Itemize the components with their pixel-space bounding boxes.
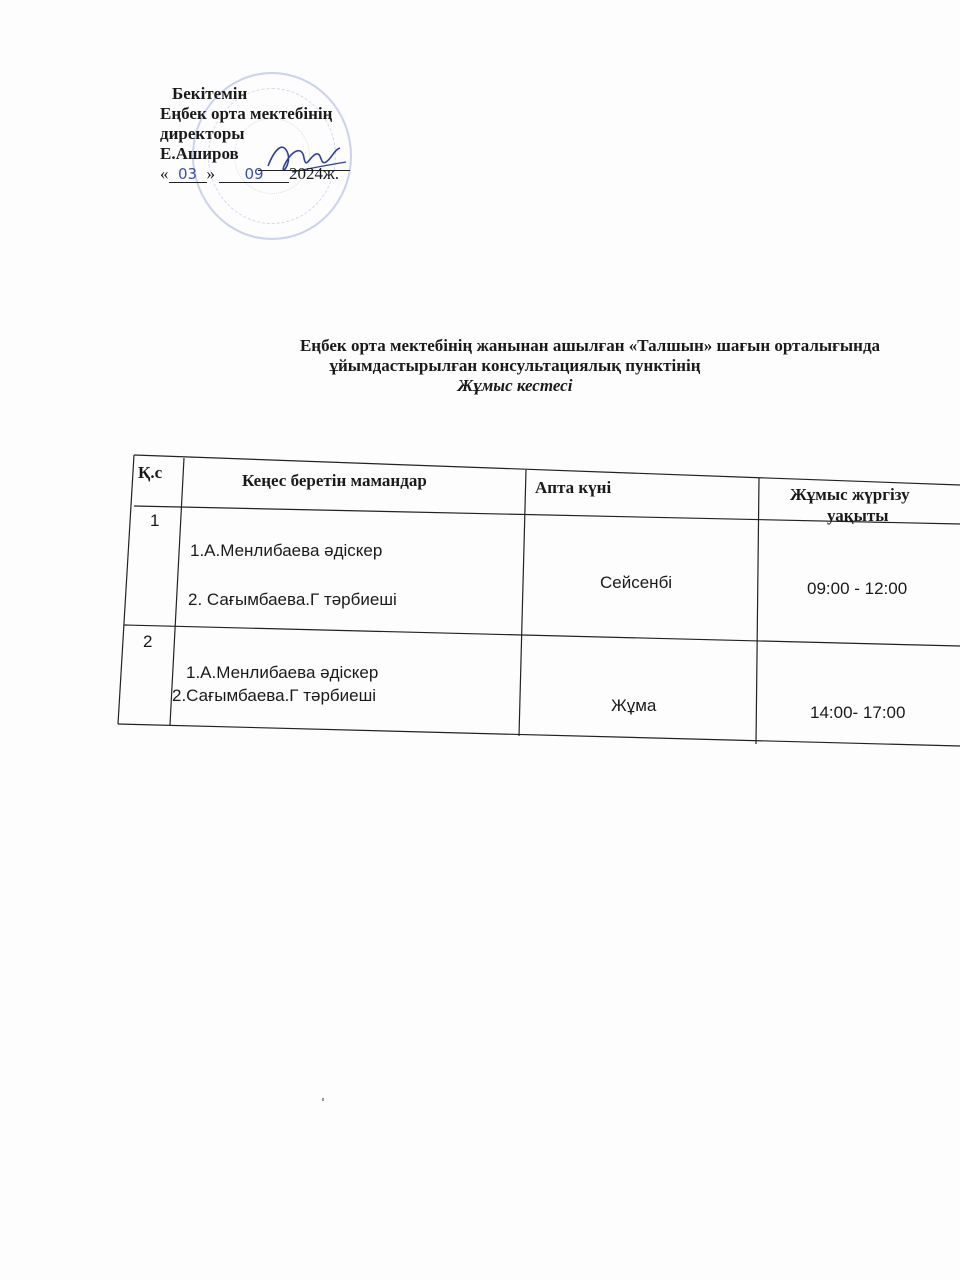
header-time-line2: уақыты: [827, 506, 889, 525]
document-heading: [220, 336, 960, 396]
heading-line3: Жұмыс кестесі: [457, 376, 573, 395]
row2-specialist1: 1.А.Менлибаева әдіскер: [186, 663, 379, 682]
approval-date: [160, 164, 420, 184]
heading-line2: ұйымдастырылған консультациялық пунктінің: [329, 356, 701, 375]
approval-org-line2: директоры: [160, 124, 245, 143]
signature-line: [258, 170, 350, 171]
row2-time: 14:00- 17:00: [810, 703, 906, 722]
date-open-quote: «: [160, 164, 169, 183]
header-weekday: Апта күні: [535, 478, 612, 497]
scan-speck: [322, 1098, 324, 1101]
row1-weekday: Сейсенбі: [600, 573, 673, 592]
row1-specialist2: 2. Сағымбаева.Г тәрбиеші: [188, 590, 397, 609]
date-close-quote: »: [206, 164, 215, 183]
approval-title: Бекітемін: [172, 84, 248, 103]
header-specialists: Кеңес беретін мамандар: [242, 471, 427, 490]
date-year: 2024ж.: [289, 164, 339, 183]
approval-director-name: Е.Аширов: [160, 144, 239, 163]
row1-time: 09:00 - 12:00: [807, 579, 908, 598]
approval-block: [160, 84, 420, 184]
header-time-line1: Жұмыс жүргізу: [790, 485, 910, 504]
row1-num: 1: [150, 511, 160, 530]
row2-specialist2: 2.Сағымбаева.Г тәрбиеші: [172, 686, 377, 705]
approval-org-line1: Еңбек орта мектебінің: [160, 104, 333, 123]
date-day: 03: [177, 165, 198, 183]
header-num: Қ.с: [138, 463, 163, 482]
row2-num: 2: [143, 632, 153, 651]
row2-weekday: Жұма: [611, 696, 657, 715]
heading-line1: Еңбек орта мектебінің жанынан ашылған «Талшын» шағын орталығында: [299, 336, 881, 355]
date-month: 09: [244, 165, 264, 183]
row1-specialist1: 1.А.Менлибаева әдіскер: [190, 541, 383, 560]
